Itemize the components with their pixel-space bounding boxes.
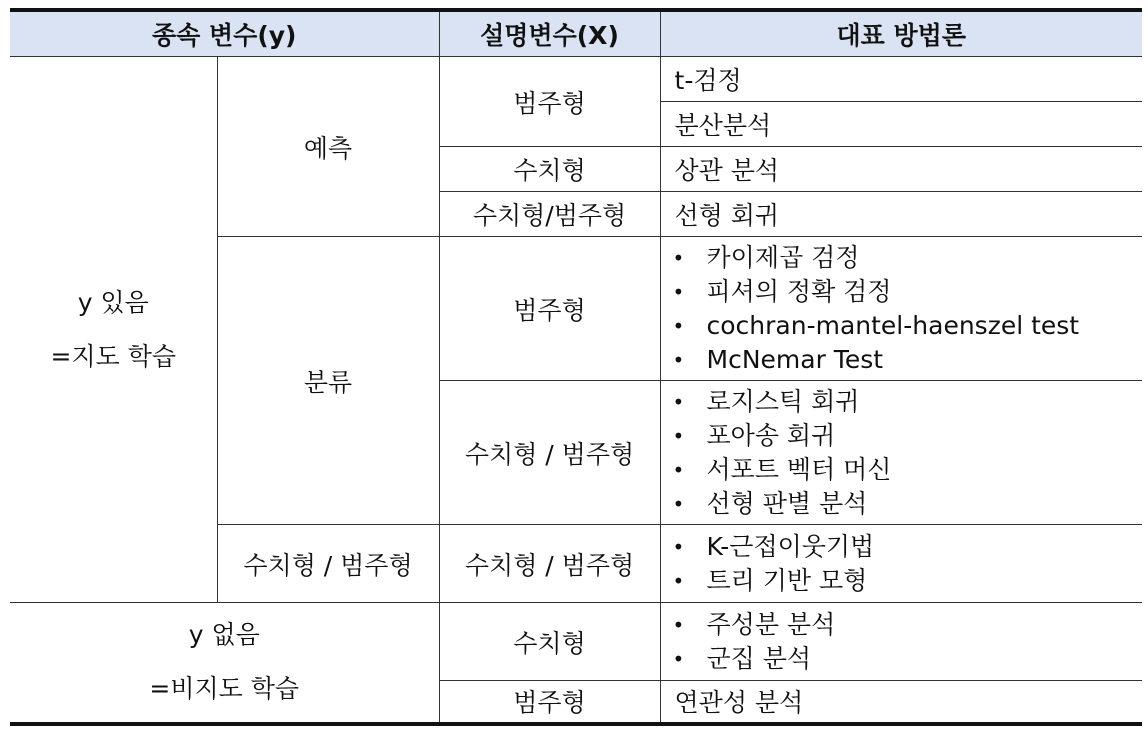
list-item: • K-근접이웃기법 xyxy=(661,530,1142,564)
list-item: • 로지스틱 회귀 xyxy=(661,385,1142,419)
method-list xyxy=(661,385,1142,521)
x-type-cell: 수치형/범주형 xyxy=(439,192,660,237)
method-cell xyxy=(660,603,1142,681)
list-item: • cochran-mantel-haenszel test xyxy=(661,309,1142,343)
x-type-cell: 수치형 xyxy=(439,603,660,681)
x-type-cell: 수치형 xyxy=(439,147,660,192)
supervised-label: y 있음 xyxy=(77,287,149,317)
method-cell: 상관 분석 xyxy=(660,147,1142,192)
unsupervised-sublabel: =비지도 학습 xyxy=(149,674,300,704)
method-cell xyxy=(660,525,1142,603)
header-dependent-variable: 종속 변수(y) xyxy=(10,10,439,57)
method-cell: 연관성 분석 xyxy=(660,681,1142,724)
prediction-cell: 예측 xyxy=(217,57,439,237)
x-type-cell: 범주형 xyxy=(439,57,660,147)
list-item: • 선형 판별 분석 xyxy=(661,487,1142,521)
method-cell: 선형 회귀 xyxy=(660,192,1142,237)
x-type-cell: 범주형 xyxy=(439,681,660,724)
classification-cell: 분류 xyxy=(217,237,439,525)
method-cell: t-검정 xyxy=(660,57,1142,102)
x-type-cell: 범주형 xyxy=(439,237,660,381)
supervised-sublabel: =지도 학습 xyxy=(50,341,176,371)
list-item: • 트리 기반 모형 xyxy=(661,564,1142,598)
unsupervised-label: y 없음 xyxy=(188,620,260,650)
list-item: • 피셔의 정확 검정 xyxy=(661,275,1142,309)
header-method: 대표 방법론 xyxy=(660,10,1142,57)
methodology-table xyxy=(10,8,1142,726)
header-explanatory-variable: 설명변수(X) xyxy=(439,10,660,57)
list-item: • 포아송 회귀 xyxy=(661,419,1142,453)
header-row xyxy=(10,10,1142,57)
method-cell xyxy=(660,381,1142,525)
x-type-cell: 수치형 / 범주형 xyxy=(439,381,660,525)
unsupervised-cell xyxy=(10,603,439,724)
list-item: • McNemar Test xyxy=(661,343,1142,377)
table-row xyxy=(10,57,1142,102)
list-item: • 군집 분석 xyxy=(661,642,1142,676)
list-item: • 주성분 분석 xyxy=(661,608,1142,642)
y-type-cell: 수치형 / 범주형 xyxy=(217,525,439,603)
supervised-cell xyxy=(10,57,217,603)
method-cell xyxy=(660,237,1142,381)
method-cell: 분산분석 xyxy=(660,102,1142,147)
method-list xyxy=(661,608,1142,676)
list-item: • 서포트 벡터 머신 xyxy=(661,453,1142,487)
method-list xyxy=(661,530,1142,598)
list-item: • 카이제곱 검정 xyxy=(661,241,1142,275)
table-row xyxy=(10,603,1142,681)
x-type-cell: 수치형 / 범주형 xyxy=(439,525,660,603)
method-list xyxy=(661,241,1142,377)
